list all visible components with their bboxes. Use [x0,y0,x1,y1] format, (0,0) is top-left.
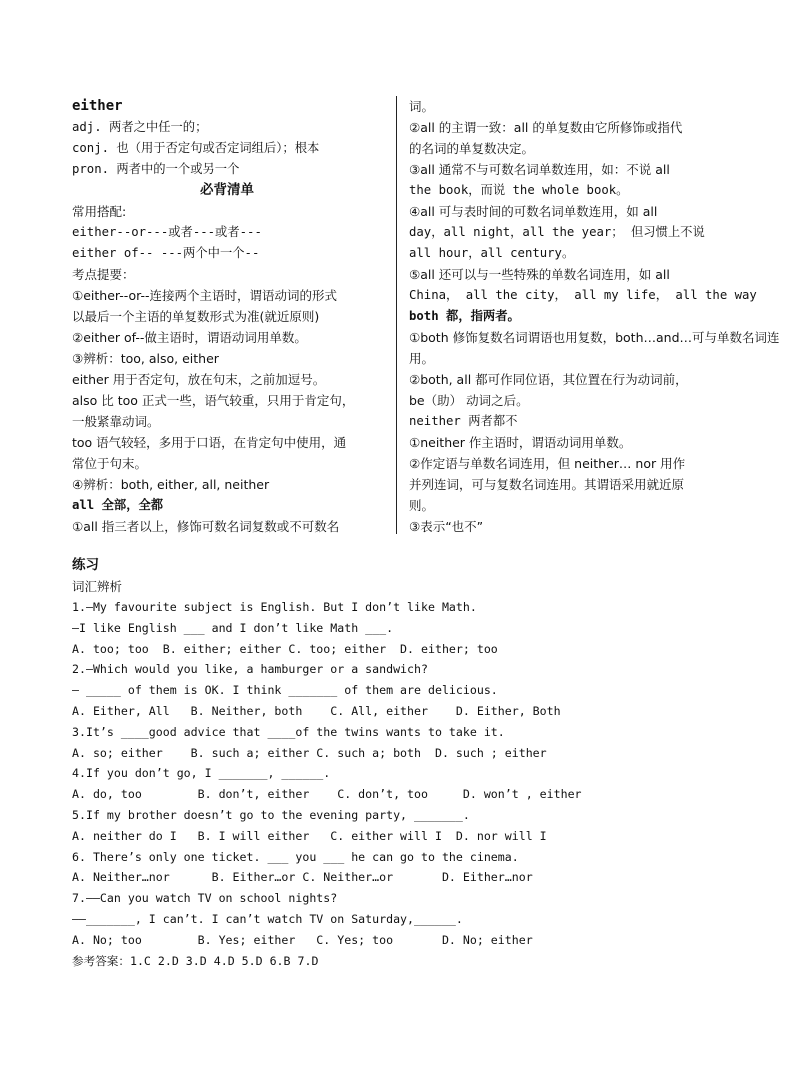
left-column-line: adj. 两者之中任一的； [72,120,208,134]
exercise-line: 6. There’s only one ticket. ___ you ___ he can go to the cinema. [72,849,519,864]
exercise-title: 练习 [72,557,99,573]
left-column-line: 一般紧靠动词。 [72,414,160,429]
right-column-line: ②both, all 都可作同位语，其位置在行为动词前， [409,372,688,387]
left-column-line: ③辨析：too, also, either [72,351,219,366]
right-column-line: 并列连词，可与复数名词连用。其谓语采用就近原 [409,477,685,492]
exercise-line: A. No; too B. Yes; either C. Yes; too D. No; either [72,932,533,947]
exercise-line: A. Either, All B. Neither, both C. All, either D. Either, Both [72,703,561,718]
exercise-line: 5.If my brother doesn’t go to the evening party, _______. [72,807,470,822]
exercise-line: A. too; too B. either; either C. too; either D. either; too [72,641,498,656]
exercise-line: A. Neither…nor B. Either…or C. Neither…or D. Either…nor [72,870,533,885]
left-column-line: 以最后一个主语的单复数形式为准(就近原则) [72,309,320,324]
exercise-line: A. so; either B. such a; either C. such a; both D. such ; either [72,745,547,760]
left-column-line: too 语气较轻，多用于口语，在肯定句中使用，通 [72,435,347,450]
left-column-line: 常用搭配: [72,204,127,219]
exercise-section [72,555,732,971]
left-column-line: pron. 两者中的一个或另一个 [72,162,240,176]
left-column-line: conj. 也（用于否定句或否定词组后）；根本 [72,141,320,155]
right-column-line: both 都，指两者。 [409,309,520,323]
left-column-line: ①all 指三者以上，修饰可数名词复数或不可数名 [72,519,340,534]
right-column-line: China， all the city， all my life， all the way [409,288,757,302]
left-column-line: ④辨析：both, either, all, neither [72,477,270,492]
right-column-line: 的名词的单复数决定。 [409,141,535,156]
right-column-line: ①neither 作主语时，谓语动词用单数。 [409,435,632,450]
right-column-line: 词。 [409,99,435,114]
right-column-line: all hour，all century。 [409,246,575,260]
exercise-line: A. do, too B. don’t, either C. don’t, too D. won’t , either [72,787,582,802]
right-column-line: 则。 [409,498,435,513]
right-column-line: the book，而说 the whole book。 [409,183,629,197]
left-column-line: 必背清单 [200,182,254,198]
exercise-line: —I like English ___ and I don’t like Math ___. [72,620,394,635]
exercise-line: 4.If you don’t go, I _______, ______. [72,766,331,781]
column-divider [396,96,397,534]
left-column-line: 常位于句末。 [72,456,148,471]
right-column-line: 用。 [409,351,435,366]
left-column-line: all 全部，全都 [72,498,164,512]
left-column-line: either [72,98,123,114]
left-column-line: either--or---或者---或者--- [72,225,262,239]
exercise-line: 2.—Which would you like, a hamburger or a sandwich? [72,662,428,677]
left-column-line: also 比 too 正式一些，语气较重，只用于肯定句， [72,393,355,408]
left-column-line: either 用于否定句，放在句末，之前加逗号。 [72,372,326,387]
exercise-line: A. neither do I B. I will either C. either will I D. nor will I [72,828,547,843]
right-column [409,96,780,537]
exercise-line: — _____ of them is OK. I think _______ of them are delicious. [72,683,498,698]
right-column-line: neither 两者都不 [409,414,518,428]
right-column-line: ③表示“也不” [409,519,484,534]
left-column [72,96,382,537]
exercise-line: ——_______, I can’t. I can’t watch TV on Saturday,______. [72,911,463,926]
answer-key: 参考答案：1.C 2.D 3.D 4.D 5.D 6.B 7.D [72,953,319,968]
right-column-line: ④all 可与表时间的可数名词单数连用，如 all [409,204,658,219]
right-column-line: ②作定语与单数名词连用，但 neither… nor 用作 [409,456,686,471]
exercise-line: 7.——Can you watch TV on school nights? [72,891,338,906]
left-column-line: 考点提要： [72,267,135,282]
right-column-line: ⑤all 还可以与一些特殊的单数名词连用，如 all [409,267,670,282]
right-column-line: ①both 修饰复数名词谓语也用复数，both…and…可与单数名词连 [409,330,780,345]
right-column-line: ②all 的主谓一致：all 的单复数由它所修饰或指代 [409,120,683,135]
left-column-line: either of-- ---两个中一个-- [72,246,260,260]
exercise-line: 1.—My favourite subject is English. But I don’t like Math. [72,600,477,614]
left-column-line: ①either--or--连接两个主语时，谓语动词的形式 [72,288,337,303]
exercise-line: 3.It’s ____good advice that ____of the twins wants to take it. [72,724,505,739]
right-column-line: day，all night，all the year； 但习惯上不说 [409,225,705,239]
exercise-subtitle: 词汇辨析 [72,579,123,594]
left-column-line: ②either of--做主语时，谓语动词用单数。 [72,330,307,345]
exercise-lines [72,597,732,971]
right-column-line: ③all 通常不与可数名词单数连用，如：不说 all [409,162,670,177]
right-column-line: be（助） 动词之后。 [409,393,529,408]
